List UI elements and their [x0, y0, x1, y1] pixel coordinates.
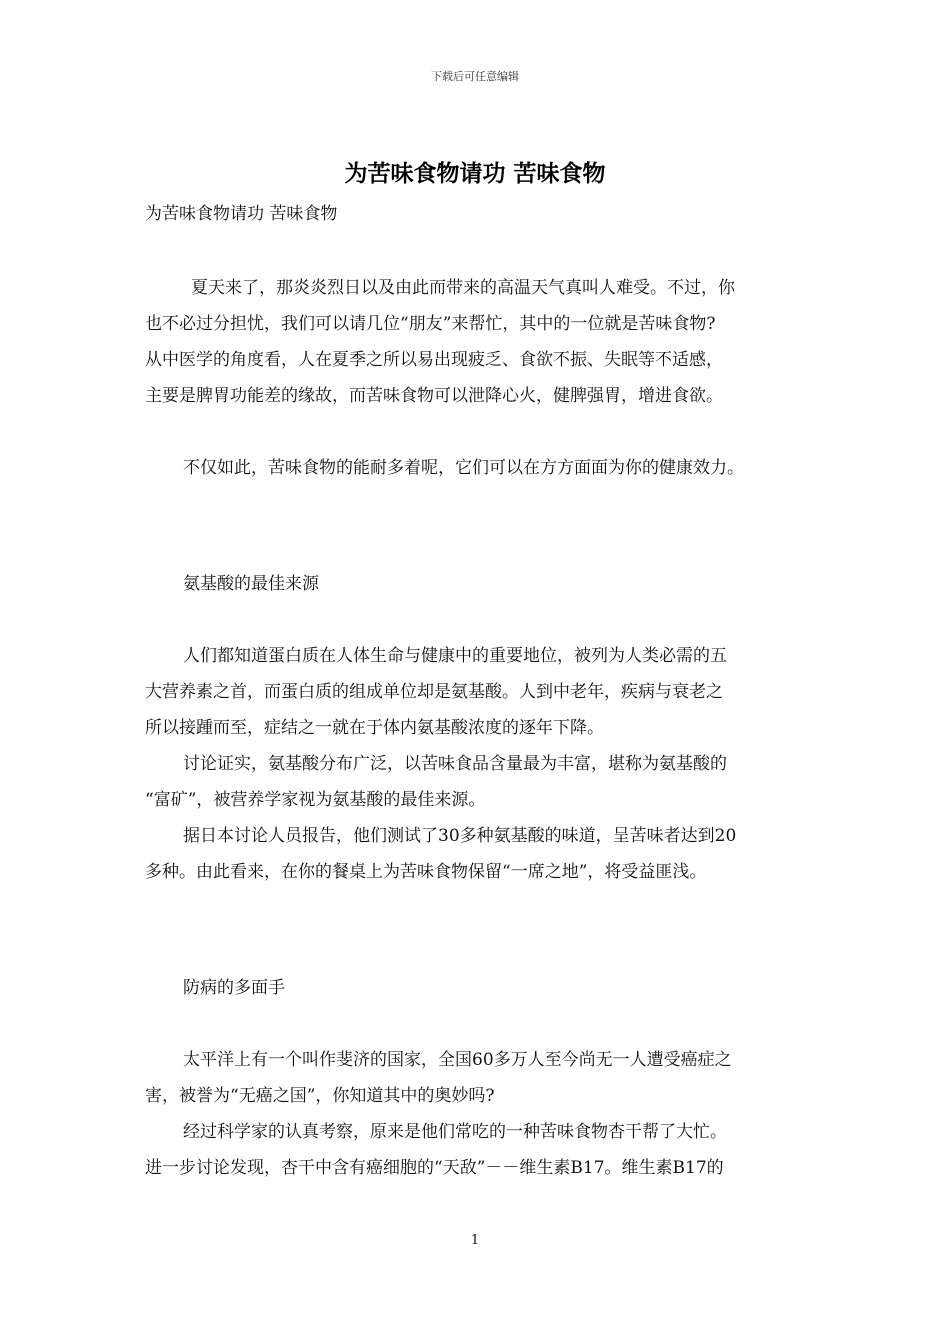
document-title: 为苦味食物请功 苦味食物	[344, 160, 606, 187]
paragraph-line: 讨论证实，氨基酸分布广泛，以苦味食品含量最为丰富，堪称为氨基酸的	[183, 754, 727, 774]
paragraph-line: “富矿”，被营养学家视为氨基酸的最佳来源。	[145, 790, 486, 810]
paragraph-line: 主要是脾胃功能差的缘故，而苦味食物可以泄降心火，健脾强胃，增进食欲。	[145, 386, 723, 406]
paragraph-protein	[145, 638, 810, 746]
subtitle: 为苦味食物请功 苦味食物	[145, 204, 338, 224]
page-number: 1	[470, 1233, 480, 1248]
paragraph-line: 人们都知道蛋白质在人体生命与健康中的重要地位，被列为人类必需的五	[183, 646, 727, 666]
header-note: 下载后可任意编辑	[431, 70, 519, 83]
paragraph-line: 经过科学家的认真考察，原来是他们常吃的一种苦味食物杏干帮了大忙。	[183, 1122, 727, 1142]
document-body	[145, 196, 810, 1186]
paragraph-line: 多种。由此看来，在你的餐桌上为苦味食物保留“一席之地”，将受益匪浅。	[145, 862, 707, 882]
paragraph-intro	[145, 270, 810, 414]
section-heading-disease-prevention	[145, 970, 810, 1006]
section-heading-amino-acids	[145, 566, 810, 602]
paragraph-research	[145, 746, 810, 818]
paragraph-line: 害，被誉为“无癌之国”，你知道其中的奥妙吗?	[145, 1086, 495, 1106]
paragraph-line: 大营养素之首，而蛋白质的组成单位却是氨基酸。人到中老年，疾病与衰老之	[145, 682, 723, 702]
paragraph-apricot	[145, 1114, 810, 1186]
paragraph-line: 太平洋上有一个叫作斐济的国家，全国60多万人至今尚无一人遭受癌症之	[183, 1050, 732, 1070]
paragraph-fiji	[145, 1042, 810, 1114]
paragraph-line: 不仅如此，苦味食物的能耐多着呢，它们可以在方方面面为你的健康效力。	[183, 458, 744, 478]
paragraph-more	[145, 450, 810, 486]
section-heading: 氨基酸的最佳来源	[183, 574, 319, 594]
section-heading: 防病的多面手	[183, 978, 285, 998]
paragraph-line: 夏天来了，那炎炎烈日以及由此而带来的高温天气真叫人难受。不过，你	[191, 278, 735, 298]
paragraph-japan-report	[145, 818, 810, 890]
paragraph-line: 从中医学的角度看，人在夏季之所以易出现疲乏、食欲不振、失眠等不适感，	[145, 350, 723, 370]
paragraph-line: 所以接踵而至，症结之一就在于体内氨基酸浓度的逐年下降。	[145, 718, 604, 738]
paragraph-line: 也不必过分担忧，我们可以请几位“朋友”来帮忙，其中的一位就是苦味食物?	[145, 314, 716, 334]
paragraph-line: 据日本讨论人员报告，他们测试了30多种氨基酸的味道，呈苦味者达到20	[183, 826, 737, 846]
paragraph-line: 进一步讨论发现，杏干中含有癌细胞的“天敌”－－维生素B17。维生素B17的	[145, 1158, 724, 1178]
